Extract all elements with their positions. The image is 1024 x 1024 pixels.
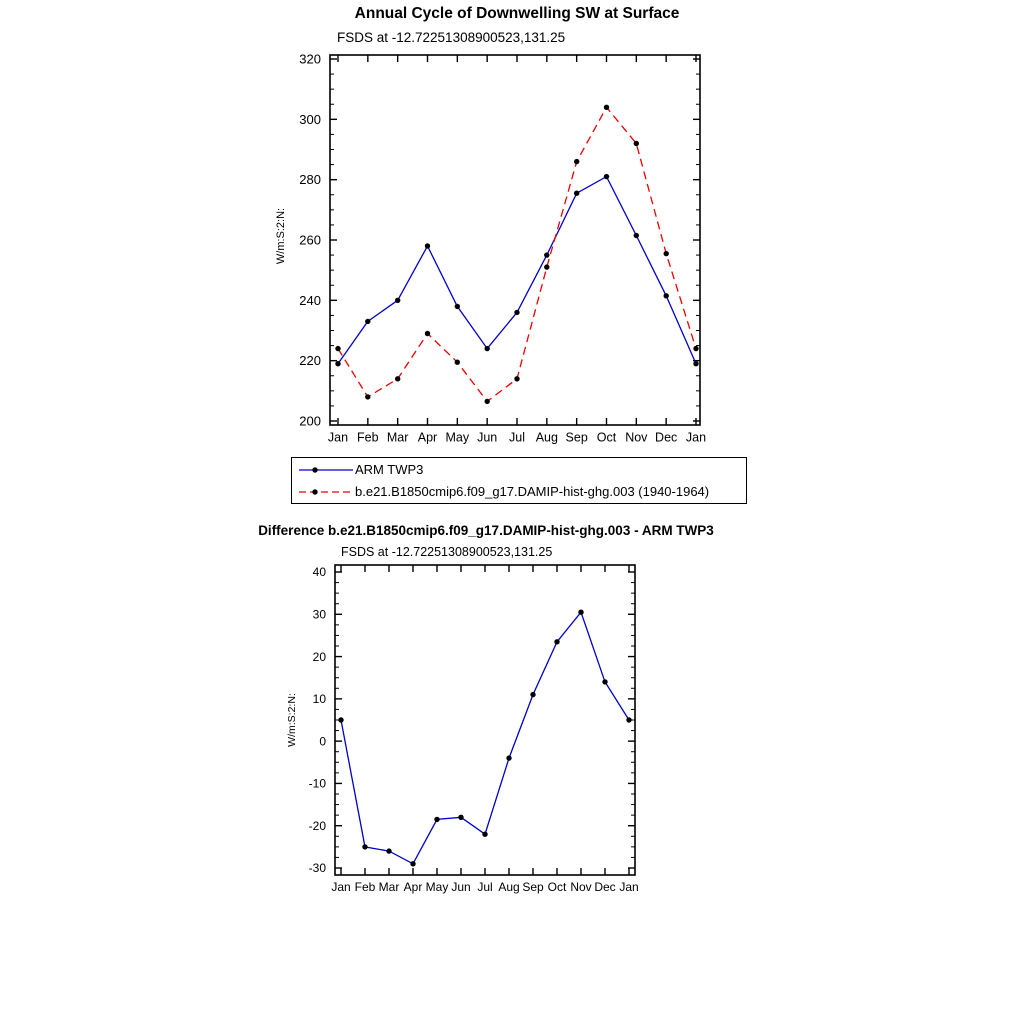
x-tick-label: Nov	[625, 430, 648, 445]
chart2-subtitle: FSDS at -12.72251308900523,131.25	[341, 545, 553, 559]
data-point-marker	[602, 679, 607, 684]
y-tick-label: 200	[299, 413, 321, 429]
legend-label: ARM TWP3	[355, 462, 424, 477]
series-line-1	[338, 177, 696, 364]
chart1-title: Annual Cycle of Downwelling SW at Surface	[354, 5, 680, 22]
y-tick-label: 280	[299, 172, 321, 188]
x-tick-label: Aug	[498, 880, 520, 894]
data-point-marker	[506, 755, 511, 760]
x-tick-label: Aug	[535, 430, 558, 445]
data-point-marker	[626, 717, 631, 722]
legend-line-sample-solid	[297, 460, 355, 480]
legend-line-sample-dashed	[297, 482, 355, 502]
chart-2-plot	[309, 565, 639, 894]
y-tick-label: 0	[319, 734, 326, 749]
x-tick-label: Mar	[378, 880, 400, 894]
data-point-marker	[554, 639, 559, 644]
axis-frame	[335, 565, 635, 875]
data-point-marker	[386, 848, 391, 853]
legend-sample-marker-icon	[312, 467, 317, 472]
x-tick-label: Apr	[403, 880, 423, 894]
series-line-2	[338, 107, 696, 401]
legend-entry	[297, 481, 746, 503]
y-tick-label: 20	[312, 649, 326, 664]
data-point-marker	[693, 361, 698, 366]
data-point-marker	[455, 304, 460, 309]
chart2-title: Difference b.e21.B1850cmip6.f09_g17.DAMIP-hist-ghg.003 - ARM TWP3	[258, 523, 714, 538]
x-tick-label: Feb	[354, 880, 376, 894]
x-tick-label: Apr	[417, 430, 438, 445]
x-tick-label: Dec	[594, 880, 616, 894]
x-tick-label: Sep	[565, 430, 588, 445]
x-tick-label: Jan	[327, 430, 349, 445]
data-point-marker	[455, 360, 460, 365]
y-tick-label: 220	[299, 353, 321, 369]
data-point-marker	[664, 293, 669, 298]
data-point-marker	[604, 105, 609, 110]
data-point-marker	[410, 861, 415, 866]
y-tick-label: 10	[312, 692, 326, 707]
data-point-marker	[574, 191, 579, 196]
y-tick-label: 40	[312, 565, 326, 580]
x-tick-label: Jul	[477, 880, 493, 894]
x-tick-label: Jun	[477, 430, 498, 445]
x-tick-label: Jan	[331, 880, 351, 894]
legend-entry	[297, 459, 746, 481]
x-tick-label: Nov	[570, 880, 592, 894]
data-point-marker	[693, 346, 698, 351]
data-point-marker	[395, 376, 400, 381]
y-tick-label: -20	[308, 818, 326, 833]
data-point-marker	[485, 346, 490, 351]
x-tick-label: Jan	[619, 880, 639, 894]
data-point-marker	[395, 298, 400, 303]
y-tick-label: 30	[312, 607, 326, 622]
data-point-marker	[514, 376, 519, 381]
y-tick-label: 320	[299, 51, 321, 67]
legend-sample-marker-icon	[312, 489, 317, 494]
legend	[291, 457, 747, 504]
data-point-marker	[482, 832, 487, 837]
y-tick-label: 240	[299, 292, 321, 308]
data-point-marker	[604, 174, 609, 179]
data-point-marker	[338, 717, 343, 722]
data-point-marker	[634, 233, 639, 238]
chart1-y-axis-label: W/m:S:2:N:	[275, 207, 287, 265]
data-point-marker	[335, 346, 340, 351]
x-tick-label: Jan	[685, 430, 707, 445]
y-tick-label: 260	[299, 232, 321, 248]
chart2-y-axis-label: W/m:S:2:N:	[286, 693, 298, 747]
x-tick-label: Jun	[451, 880, 471, 894]
data-point-marker	[335, 361, 340, 366]
data-point-marker	[458, 815, 463, 820]
data-point-marker	[434, 817, 439, 822]
x-tick-label: Oct	[547, 880, 567, 894]
data-point-marker	[514, 310, 519, 315]
data-point-marker	[544, 264, 549, 269]
data-point-marker	[425, 331, 430, 336]
data-point-marker	[544, 252, 549, 257]
data-point-marker	[634, 141, 639, 146]
data-point-marker	[664, 251, 669, 256]
x-tick-label: Mar	[386, 430, 409, 445]
y-tick-label: 300	[299, 111, 321, 127]
x-tick-label: May	[445, 430, 470, 445]
data-point-marker	[530, 692, 535, 697]
x-tick-label: Sep	[522, 880, 544, 894]
legend-label: b.e21.B1850cmip6.f09_g17.DAMIP-hist-ghg.003 (1940-1964)	[355, 484, 710, 499]
x-tick-label: Oct	[596, 430, 617, 445]
x-tick-label: Dec	[655, 430, 678, 445]
x-tick-label: May	[425, 880, 449, 894]
x-tick-label: Feb	[357, 430, 379, 445]
y-tick-label: -30	[308, 861, 326, 876]
data-point-marker	[365, 319, 370, 324]
chart1-subtitle: FSDS at -12.72251308900523,131.25	[337, 30, 566, 45]
y-tick-label: -10	[308, 776, 326, 791]
data-point-marker	[425, 243, 430, 248]
x-tick-label: Jul	[509, 430, 525, 445]
data-point-marker	[362, 844, 367, 849]
data-point-marker	[485, 399, 490, 404]
data-point-marker	[365, 394, 370, 399]
data-point-marker	[578, 610, 583, 615]
data-point-marker	[574, 159, 579, 164]
axis-frame	[330, 55, 700, 425]
series-line-1	[341, 612, 629, 864]
chart-1-plot	[299, 52, 706, 445]
